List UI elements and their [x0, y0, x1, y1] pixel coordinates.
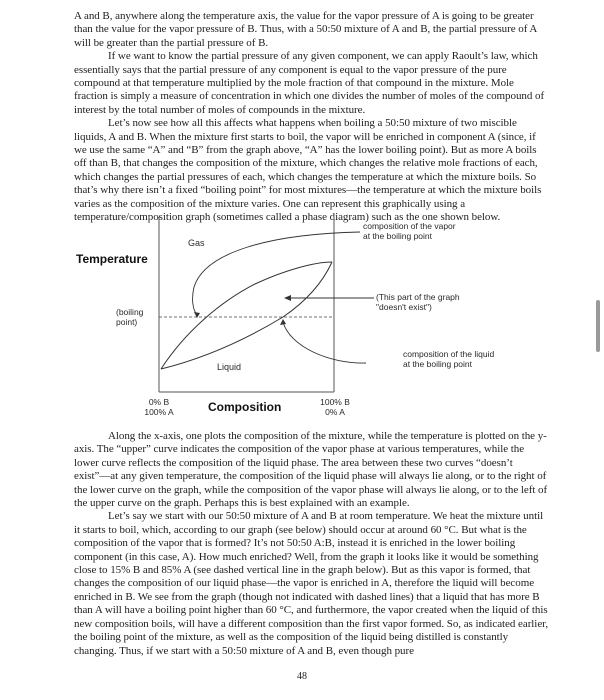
paragraph: If we want to know the partial pressure of any given component, we can apply Raoult’s law, which essentially says that the partial pressure of any component is equal to the vapor pressure of the pure compound at that temperature multiplied by the mole fraction of that compound in the mixture. Mole fraction is simply a measure of concentration in which one divides the number of moles of the compound of interest by the total number of moles of compounds in the mixture.	[74, 50, 545, 116]
x-axis-right-tick	[317, 398, 353, 417]
x-axis-left-tick	[144, 398, 174, 417]
x-tick-line: 0% B	[148, 397, 170, 407]
y-sublabel-line: point)	[116, 316, 138, 327]
annotation-line: (This part of the graph	[376, 292, 460, 302]
annotation-line: composition of the liquid	[403, 349, 495, 359]
x-tick-line: 0% A	[325, 406, 345, 417]
annotation-line: "doesn't exist")	[376, 301, 432, 312]
paragraph: Let’s say we start with our 50:50 mixture of A and B at room temperature. We heat the mixture until it starts to boil, which, according to our graph (see below) should occur at around 60 °C. But what is the composition of the vapor that is formed? It’s not 50:50 A:B, instead it is enriched in the lower boiling component (in this case, A). How much enriched? Well, from the graph it looks like it would be something close to 15% B and 85% A (see dashed vertical line in the graph below). But as this vapor is formed, that changes the composition of our liquid phase—the vapor is enriched in A, therefore the liquid will become enriched in B. We see from the graph (though not indicated with dashed lines) that a liquid that has more B than A will have a boiling point higher than 60 °C, and furthermore, the vapor created when the liquid of this new composition boils, will have a different composition than the first vapor formed. So, as indicated earlier, the boiling point of the mixture, as well as the composition of the liquid being distilled is constantly changing. Thus, if we start with a 50:50 mixture of A and B, even though pure	[74, 510, 549, 657]
page-text-bottom	[74, 430, 550, 658]
paragraph: A and B, anywhere along the temperature axis, the value for the vapor pressure of A is going to be greater than the value for the vapor pressure of B. Thus, with a 50:50 mixture of A and B, the partial pressure of A will be greater than the partial pressure of B.	[74, 10, 537, 49]
scrollbar-thumb[interactable]	[596, 300, 600, 352]
page-number: 48	[297, 671, 307, 682]
x-axis-label: Composition	[208, 400, 282, 414]
annotation-line: composition of the vapor	[363, 221, 456, 231]
page-text-top	[74, 10, 550, 225]
annotation-line: at the boiling point	[363, 230, 432, 241]
annotation-line: at the boiling point	[403, 358, 472, 369]
phase-diagram-figure	[70, 212, 570, 424]
annotation-doesnt-exist	[376, 293, 460, 312]
annotation-vapor-composition	[363, 222, 456, 241]
paragraph: Let’s now see how all this affects what happens when boiling a 50:50 mixture of two miscible liquids, A and B. When the mixture first starts to boil, the vapor will be enriched in component A (since, if we use the same “A” and “B” from the graph above, “A” has the lower boiling point). But as more A boils off than B, that changes the composition of the mixture, which changes the relative mole fractions of each, which changes the partial pressures of each, which changes the temperature at which the mixture boils. So that’s why there isn’t a fixed “boiling point” for most mixtures—the temperature at which the mixture boils varies as the composition of the mixture varies. One can represent this graphically using a temperature/composition graph (sometimes called a phase diagram) such as the one shown below.	[74, 117, 542, 224]
y-sublabel-line: (boiling	[116, 307, 144, 317]
annotation-liquid-composition	[403, 350, 494, 369]
y-axis-label: Temperature	[76, 252, 148, 266]
x-tick-line: 100% A	[144, 406, 174, 417]
gas-region-label: Gas	[188, 238, 205, 248]
x-tick-line: 100% B	[320, 397, 350, 407]
paragraph: Along the x-axis, one plots the composition of the mixture, while the temperature is plotted on the y-axis. The “upper” curve indicates the composition of the vapor phase at various temperatures, while the lower curve reflects the composition of the liquid phase. The area between these two curves “doesn’t exist”—at any given temperature, the composition of the liquid phase will always lie along, or to the right of the lower curve on the graph, while the composition of the vapor phase will always lie along, or to the left of the upper curve on the graph. Perhaps this is best explained with an example.	[74, 430, 548, 510]
phase-diagram-svg	[70, 212, 570, 424]
y-axis-sublabel	[116, 308, 143, 327]
liquid-region-label: Liquid	[217, 362, 242, 372]
